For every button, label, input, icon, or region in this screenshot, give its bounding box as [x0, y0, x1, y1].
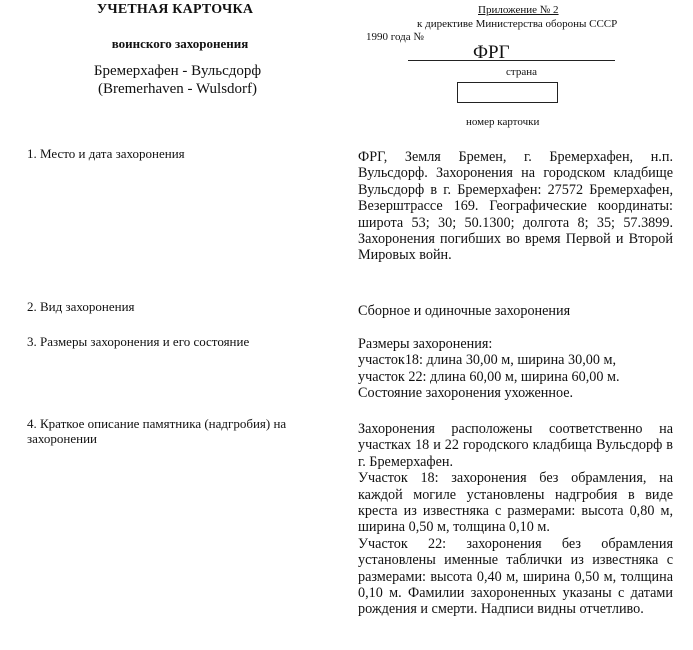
- country-value: ФРГ: [473, 42, 510, 63]
- card-subtitle: воинского захоронения: [111, 36, 249, 51]
- appendix-label: Приложение № 2: [478, 4, 559, 16]
- section-3-value: [358, 336, 673, 402]
- place-name-ru: Бремерхафен - Вульсдорф: [93, 63, 262, 79]
- section-3-label: 3. Размеры захоронения и его состояние: [27, 334, 250, 349]
- directive-text: к директиве Министерства обороны СССР: [417, 18, 618, 30]
- section-3-line: участок 22: длина 60,00 м, ширина 60,00 м.: [358, 368, 620, 385]
- section-4-paragraph: Захоронения расположены соответственно на участках 18 и 22 городского кладбища Вульсдорф в г. Бремерхафен.: [358, 421, 673, 470]
- card-number-label: номер карточки: [466, 116, 540, 128]
- section-4-paragraph: Участок 22: захоронения без обрамления установлены именные таблички из известняка с размерами: высота 0,40 м, ширина 0,50 м, толщина 0,10 м. Фамилии захороненных указаны с датами рождения и смерти. Надписи видны отчетливо.: [358, 535, 673, 618]
- country-underline: [408, 60, 615, 61]
- section-2-value: Сборное и одиночные захоронения: [358, 303, 571, 319]
- year-number-text: 1990 года №: [366, 31, 424, 43]
- country-label: страна: [506, 66, 537, 78]
- section-1-value: ФРГ, Земля Бремен, г. Бремерхафен, н.п. Вульсдорф. Захоронения на городском кладбище Вульсдорф в г. Бремерхафен: 27572 Бремерхафен, Везерштрассе 169. Географические координаты: широта 53; 30; 50.1300; долгота 8; 35; 57.3899. Захоронения погибших во время Первой и Второй Мировых войн.: [358, 149, 673, 264]
- card-title: УЧЕТНАЯ КАРТОЧКА: [96, 2, 254, 17]
- section-4-value: [358, 421, 673, 618]
- section-4-paragraph: Участок 18: захоронения без обрамления, на каждой могиле установлены надгробия в виде креста из известняка с размерами: высота 0,80 м, ширина 0,50 м, толщина 0,10 м.: [358, 470, 673, 536]
- section-1-label: 1. Место и дата захоронения: [27, 146, 185, 161]
- section-4-label: 4. Краткое описание памятника (надгробия) на захоронении: [27, 416, 287, 446]
- section-3-line: Размеры захоронения:: [358, 336, 493, 352]
- place-name-en: (Bremerhaven - Wulsdorf): [97, 81, 258, 97]
- section-2-label: 2. Вид захоронения: [27, 299, 135, 314]
- card-number-box: [457, 82, 558, 103]
- section-3-line: Состояние захоронения ухоженное.: [358, 385, 574, 402]
- section-3-line: участок18: длина 30,00 м, ширина 30,00 м,: [358, 352, 617, 369]
